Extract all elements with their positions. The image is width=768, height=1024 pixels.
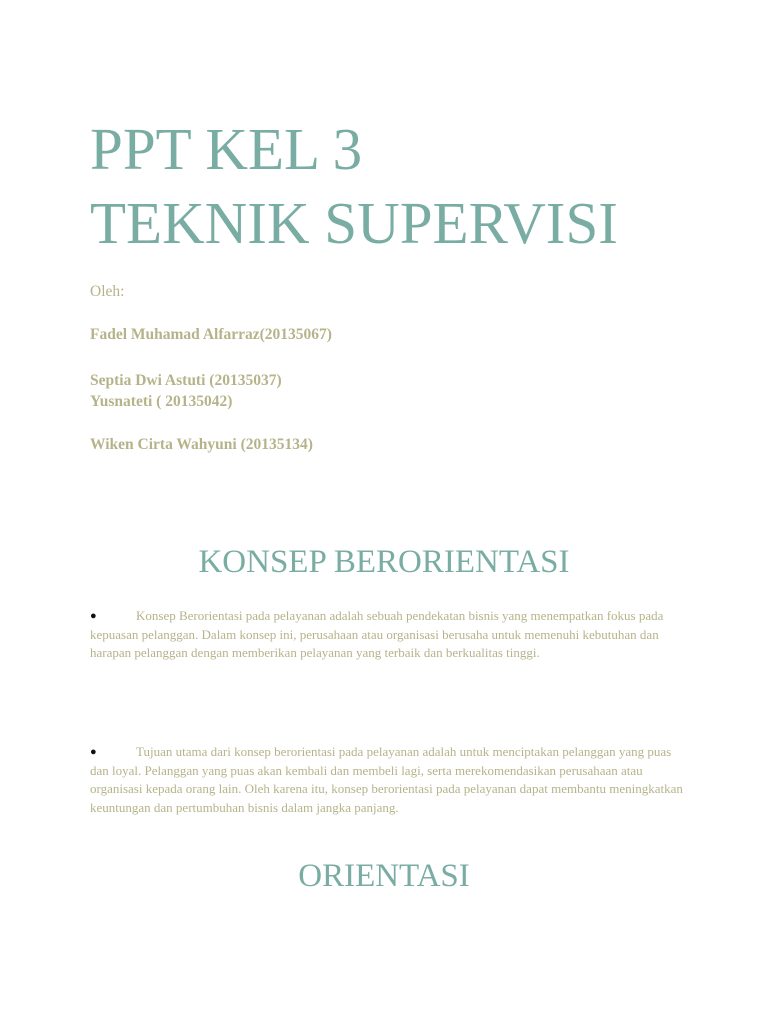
author-1: Fadel Muhamad Alfarraz(20135067) <box>90 326 332 343</box>
bullet-paragraph-1 <box>90 607 690 663</box>
title-line-1: PPT KEL 3 <box>90 116 363 182</box>
title-line-2: TEKNIK SUPERVISI <box>90 190 618 256</box>
author-3: Yusnateti ( 20135042) <box>90 393 233 410</box>
section-heading-orientasi: ORIENTASI <box>298 858 470 894</box>
by-label: Oleh: <box>90 283 125 300</box>
author-4: Wiken Cirta Wahyuni (20135134) <box>90 436 313 453</box>
author-2: Septia Dwi Astuti (20135037) <box>90 372 282 389</box>
section-heading-konsep: KONSEP BERORIENTASI <box>198 544 570 580</box>
bullet-icon: ● <box>90 746 97 758</box>
bullet-text-2: Tujuan utama dari konsep berorientasi pada pelayanan adalah untuk menciptakan pelanggan yang puas dan loyal. Pelanggan yang puas akan kembali dan membeli lagi, serta merekomendasikan perusahaan atau organisasi kepada orang lain. Oleh karena itu, konsep berorientasi pada pelayanan dapat membantu meningkatkan keuntungan dan pertumbuhan bisnis dalam jangka panjang. <box>90 744 683 815</box>
bullet-text-1: Konsep Berorientasi pada pelayanan adalah sebuah pendekatan bisnis yang menempatkan fokus pada kepuasan pelanggan. Dalam konsep ini, perusahaan atau organisasi berusaha untuk memenuhi kebutuhan dan harapan pelanggan dengan memberikan pelayanan yang terbaik dan berkualitas tinggi. <box>90 608 664 660</box>
document-title <box>90 112 618 260</box>
bullet-icon: ● <box>90 610 97 622</box>
bullet-paragraph-2 <box>90 743 690 817</box>
